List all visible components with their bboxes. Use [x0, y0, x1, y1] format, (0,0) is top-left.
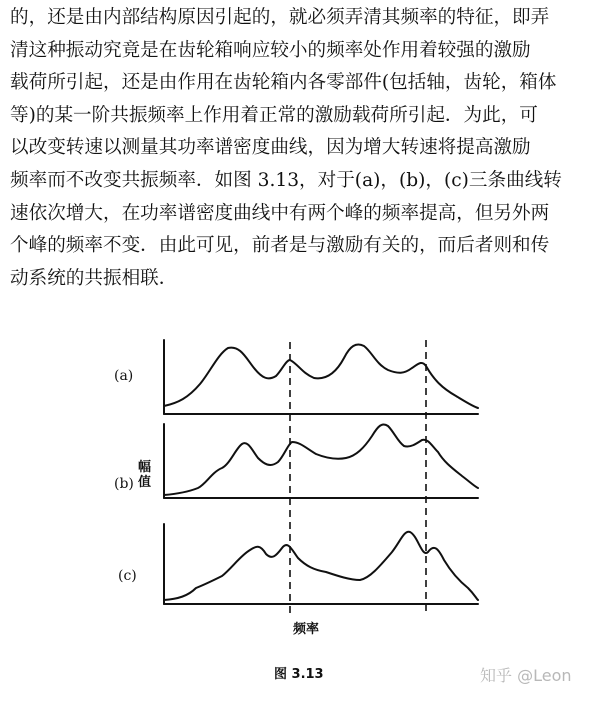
x-axis-label: 频率	[293, 622, 320, 637]
curve-label-b: (b)	[114, 476, 134, 492]
body-paragraph	[10, 2, 592, 295]
curve-b	[164, 424, 478, 495]
curve-label-a: (a)	[114, 368, 134, 384]
text-line-4: 等)的某一阶共振频率上作用着正常的激励载荷所引起．为此，可	[10, 104, 538, 126]
curve-c	[164, 532, 478, 600]
figure-caption: 图 3.13	[274, 667, 324, 682]
text-line-1: 的，还是由内部结构原因引起的，就必须弄清其频率的特征，即弄	[10, 7, 550, 28]
y-axis-label: 幅值	[138, 460, 152, 490]
text-line-3: 载荷所引起，还是由作用在齿轮箱内各零部件(包括轴，齿轮，箱体	[10, 72, 557, 94]
psd-curves-diagram	[0, 318, 600, 638]
text-line-7: 速依次增大，在功率谱密度曲线中有两个峰的频率提高，但另外两	[10, 202, 550, 224]
text-line-5: 以改变转速以测量其功率谱密度曲线，因为增大转速将提高激励	[10, 137, 531, 159]
text-line-9: 动系统的共振相联．	[10, 267, 178, 289]
figure-3-13	[0, 318, 600, 638]
text-line-8: 个峰的频率不变．由此可见，前者是与激励有关的，而后者则和传	[10, 235, 550, 257]
curve-label-c: (c)	[118, 568, 137, 584]
text-line-6: 频率而不改变共振频率．如图 3.13，对于(a)，(b)，(c)三条曲线转	[10, 169, 562, 191]
text-line-2: 清这种振动究竟是在齿轮箱响应较小的频率处作用着较强的激励	[10, 39, 531, 61]
curve-a	[164, 345, 478, 409]
watermark: 知乎 @Leon	[480, 666, 572, 685]
